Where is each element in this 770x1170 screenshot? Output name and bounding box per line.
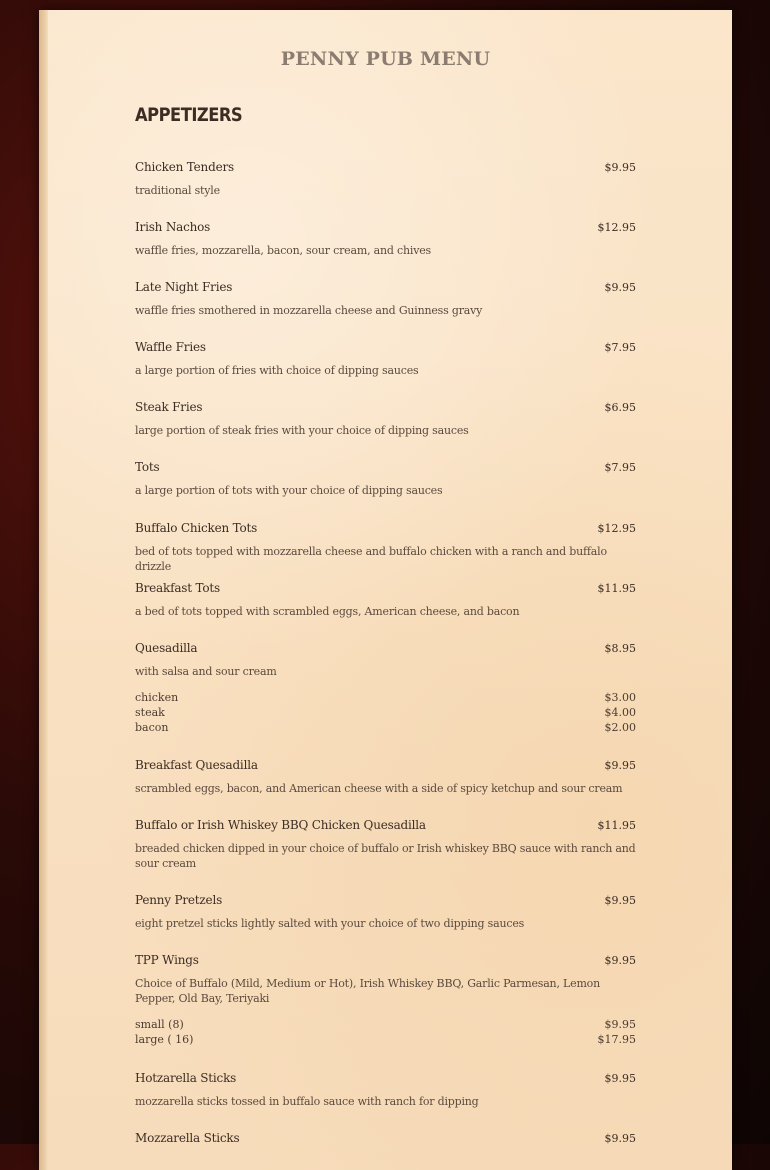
item-description: a bed of tots topped with scrambled eggs, American cheese, and bacon	[135, 605, 520, 618]
item-description: mozzarella sticks tossed in buffalo sauce with ranch for dipping	[135, 1095, 479, 1108]
item-price: $12.95	[597, 522, 636, 535]
item-price: $7.95	[604, 341, 636, 354]
menu-item	[135, 220, 636, 258]
page-title: PENNY PUB MENU	[280, 48, 491, 70]
item-price: $7.95	[604, 461, 636, 474]
item-name: Chicken Tenders	[135, 160, 234, 174]
item-name: Buffalo Chicken Tots	[135, 521, 258, 535]
menu-item	[135, 280, 636, 318]
menu-item	[135, 460, 636, 498]
item-price: $9.95	[604, 161, 636, 174]
item-description: waffle fries, mozzarella, bacon, sour cream, and chives	[135, 244, 431, 257]
menu-item	[135, 953, 636, 1047]
item-options	[135, 690, 636, 735]
item-price: $9.95	[604, 1072, 636, 1085]
item-description: scrambled eggs, bacon, and American cheese with a side of spicy ketchup and sour cream	[135, 782, 623, 795]
option-row	[135, 720, 636, 735]
item-name: Waffle Fries	[135, 340, 206, 354]
option-row	[135, 1017, 636, 1032]
menu-item	[135, 893, 636, 931]
option-price: $3.00	[604, 691, 636, 704]
item-name: Late Night Fries	[135, 280, 233, 294]
item-name: TPP Wings	[135, 953, 199, 967]
item-description: waffle fries smothered in mozzarella cheese and Guinness gravy	[135, 304, 483, 317]
menu-item	[135, 160, 636, 198]
item-price: $8.95	[604, 642, 636, 655]
option-label: bacon	[135, 721, 169, 734]
menu-item	[135, 818, 636, 871]
item-name: Breakfast Quesadilla	[135, 758, 258, 772]
item-name: Penny Pretzels	[135, 893, 223, 907]
item-price: $9.95	[604, 894, 636, 907]
item-name: Tots	[135, 460, 160, 474]
item-name: Breakfast Tots	[135, 581, 220, 595]
item-price: $12.95	[597, 221, 636, 234]
option-label: steak	[135, 706, 165, 719]
menu-item	[135, 400, 636, 438]
item-name: Buffalo or Irish Whiskey BBQ Chicken Quesadilla	[135, 818, 426, 832]
menu-item	[135, 641, 636, 735]
menu-item	[135, 340, 636, 378]
item-name: Mozzarella Sticks	[135, 1131, 240, 1145]
item-name: Steak Fries	[135, 400, 203, 414]
option-price: $2.00	[604, 721, 636, 734]
option-row	[135, 705, 636, 720]
item-name: Hotzarella Sticks	[135, 1071, 237, 1085]
option-price: $9.95	[604, 1018, 636, 1031]
option-price: $4.00	[604, 706, 636, 719]
item-description: a large portion of fries with choice of dipping sauces	[135, 364, 419, 377]
option-row	[135, 1032, 636, 1047]
option-label: large ( 16)	[135, 1033, 194, 1046]
section-title-appetizers: APPETIZERS	[135, 104, 243, 126]
item-price: $9.95	[604, 281, 636, 294]
item-name: Irish Nachos	[135, 220, 211, 234]
option-row	[135, 690, 636, 705]
menu-item	[135, 521, 636, 574]
item-name: Quesadilla	[135, 641, 198, 655]
item-description: with salsa and sour cream	[135, 665, 277, 678]
item-price: $9.95	[604, 1132, 636, 1145]
item-options	[135, 1017, 636, 1047]
menu-item	[135, 581, 636, 619]
menu-item	[135, 1131, 636, 1145]
item-description: Choice of Buffalo (Mild, Medium or Hot), Irish Whiskey BBQ, Garlic Parmesan, Lemon Pepper, Old Bay, Teriyaki	[135, 977, 600, 1005]
item-description: bed of tots topped with mozzarella cheese and buffalo chicken with a ranch and buffalo drizzle	[135, 545, 607, 573]
item-price: $11.95	[597, 819, 636, 832]
item-description: eight pretzel sticks lightly salted with your choice of two dipping sauces	[135, 917, 525, 930]
menu-item	[135, 1071, 636, 1109]
option-label: chicken	[135, 691, 179, 704]
item-price: $9.95	[604, 759, 636, 772]
item-price: $9.95	[604, 954, 636, 967]
item-description: breaded chicken dipped in your choice of buffalo or Irish whiskey BBQ sauce with ranch and sour cream	[135, 842, 636, 870]
item-description: traditional style	[135, 184, 220, 197]
menu-page	[39, 10, 732, 1170]
item-description: large portion of steak fries with your choice of dipping sauces	[135, 424, 469, 437]
option-price: $17.95	[597, 1033, 636, 1046]
item-price: $11.95	[597, 582, 636, 595]
option-label: small (8)	[135, 1018, 184, 1031]
item-description: a large portion of tots with your choice of dipping sauces	[135, 484, 443, 497]
item-price: $6.95	[604, 401, 636, 414]
menu-item	[135, 758, 636, 796]
